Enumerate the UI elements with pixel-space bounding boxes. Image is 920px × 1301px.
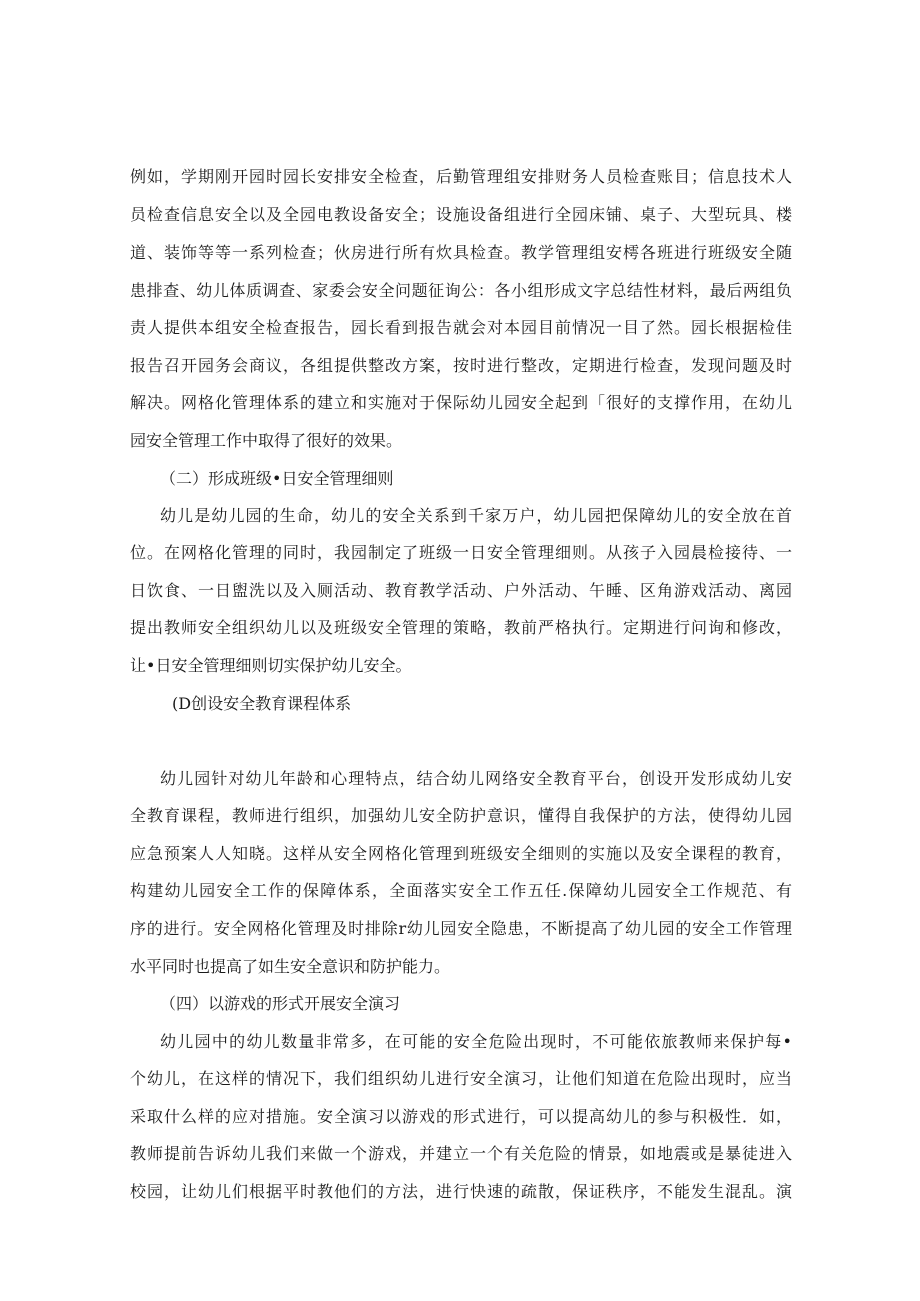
paragraph1-line: 道、装饰等等一系列检查；伙房进行所有炊具检查。教学管理组安樗各班进行班级安全随 [130, 243, 792, 262]
section-heading-3: (D创设安全教育课程体系 [172, 694, 352, 713]
paragraph1-line: 园安全管理工作中取得了很好的效果。 [130, 431, 403, 450]
paragraph1-line: 员检查信息安全以及全园电教设备安全；设施设备组进行全园床铺、桌子、大型玩具、楼 [130, 205, 792, 224]
paragraph1-line: 解决。网格化管理体系的建立和实施对于保际幼儿园安全起到「很好的支撑作用，在幼儿 [130, 393, 792, 412]
paragraph4-line: 个幼儿，在这样的情况下，我们组织幼儿进行安全演习，让他们知道在危险出现时，应当 [130, 1069, 792, 1088]
paragraph4-line: 校园，让幼儿们根据平时教他们的方法，进行快速的疏散，保证秩序，不能发生混乱。演 [130, 1182, 792, 1201]
paragraph2-line: 位。在网格化管理的同时，我园制定了班级一日安全管理细则。从孩子入园晨检接待、一 [130, 543, 792, 562]
paragraph4-line: 幼儿园中的幼儿数量非常多，在可能的安全危险出现时，不可能依旅教师来保护每• [160, 1032, 792, 1051]
paragraph4-line: 教师提前告诉幼儿我们来做一个游戏，并建立一个有关危险的情景，如地震或是暴徒进入 [130, 1144, 792, 1163]
paragraph3-line: 序的进行。安全网格化管理及时排除r幼儿园安全隐患，不断提高了幼儿园的安全工作管理 [130, 919, 792, 938]
paragraph1-line: 责人提供本组安全检查报告，园长看到报告就会对本园目前情况一目了然。园长根据检佳 [130, 318, 792, 337]
paragraph3-line: 幼儿园针对幼儿年龄和心理特点，结合幼儿网络安全教育平台，创设开发形成幼儿安 [160, 769, 792, 788]
paragraph2-line: 提出教师安全组织幼儿以及班级安全管理的策略，教前严格执行。定期进行问询和修改， [130, 618, 792, 637]
paragraph1-line: 例如，学期刚开园时园长安排安全检查，后勤管理组安排财务人员检查账目；信息技术人 [130, 167, 792, 186]
paragraph1-line: 患排查、幼儿体质调查、家委会安全问题征询公：各小组形成文字总结性材料，最后两组负 [130, 281, 792, 300]
section-heading-2: （二）形成班级•日安全管理细则 [160, 469, 394, 488]
paragraph2-line: 幼儿是幼儿园的生命，幼儿的安全关系到千家万户，幼儿园把保障幼儿的安全放在首 [160, 506, 792, 525]
paragraph2-line: 日饮食、一日盥洗以及入厕活动、教育教学活动、户外活动、午睡、区角游戏活动、离园 [130, 581, 792, 600]
paragraph2-line: 让•日安全管理细则切实保护幼儿安全。 [130, 656, 412, 675]
paragraph4-line: 采取什么样的应对措施。安全演习以游戏的形式进行，可以提高幼儿的参与积极性．如， [130, 1107, 792, 1126]
paragraph3-line: 全教育课程，教师进行组织，加强幼儿安全防护意识，懂得自我保护的方法，使得幼儿园 [130, 806, 792, 825]
paragraph3-line: 应急预案人人知晓。这样从安全网格化管理到班级安全细则的实施以及安全课程的教育， [130, 844, 792, 863]
paragraph1-line: 报告召开园务会商议，各组提供整改方案，按时进行整改，定期进行检查，发现问题及时 [130, 356, 792, 375]
paragraph3-line: 水平同时也提高了如生安全意识和防护能力。 [130, 957, 451, 976]
paragraph3-line: 构建幼儿园安全工作的保障体系，全面落实安全工作五任.保障幼儿园安全工作规范、有 [130, 881, 792, 900]
section-heading-4: （四）以游戏的形式开展安全演习 [160, 994, 401, 1013]
